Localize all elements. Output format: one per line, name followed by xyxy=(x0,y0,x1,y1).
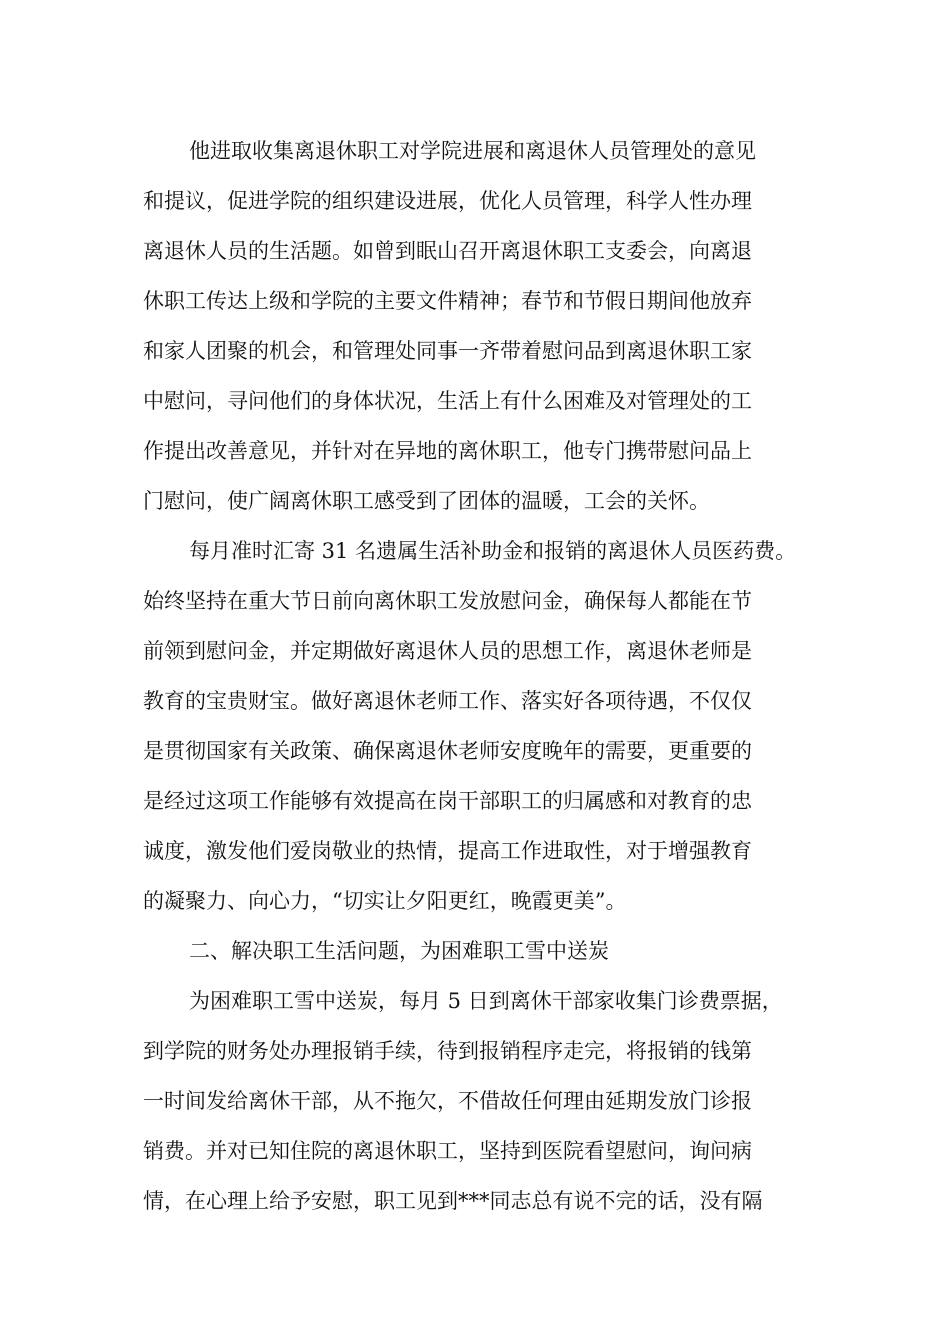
text-line: 和提议，促进学院的组织建设进展，优化人员管理，科学人性办理 xyxy=(143,189,752,213)
paragraph-1 xyxy=(143,132,813,532)
text-line: 前领到慰问金，并定期做好离退休人员的思想工作，离退休老师是 xyxy=(143,639,752,663)
text-line: 和家人团聚的机会，和管理处同事一齐带着慰问品到离退休职工家 xyxy=(143,339,752,363)
text-line: 到学院的财务处办理报销手续，待到报销程序走完，将报销的钱第 xyxy=(143,1039,752,1063)
heading-line: 二、解决职工生活问题，为困难职工雪中送炭 xyxy=(189,939,609,963)
text-line: 离退休人员的生活题。如曾到眠山召开离退休职工支委会，向离退 xyxy=(143,239,752,263)
text-line: 销费。并对已知住院的离退休职工，坚持到医院看望慰问，询问病 xyxy=(143,1139,752,1163)
text-line: 中慰问，寻问他们的身体状况，生活上有什么困难及对管理处的工 xyxy=(143,389,752,413)
text-line: 是贯彻国家有关政策、确保离退休老师安度晚年的需要，更重要的 xyxy=(143,739,752,763)
text-line: 门慰问，使广阔离休职工感受到了团体的温暖，工会的关怀。 xyxy=(143,489,710,513)
text-line: 一时间发给离休干部，从不拖欠，不借故任何理由延期发放门诊报 xyxy=(143,1089,752,1113)
text-line: 是经过这项工作能够有效提高在岗干部职工的归属感和对教育的忠 xyxy=(143,789,752,813)
text-line: 的凝聚力、向心力，“切实让夕阳更红，晚霞更美”。 xyxy=(143,889,627,913)
text-line: 诚度，激发他们爱岗敬业的热情，提高工作进取性，对于增强教育 xyxy=(143,839,752,863)
text-line: 他进取收集离退休职工对学院进展和离退休人员管理处的意见 xyxy=(189,139,756,163)
paragraph-3 xyxy=(143,982,813,1232)
text-line: 始终坚持在重大节日前向离休职工发放慰问金，确保每人都能在节 xyxy=(143,589,752,613)
text-line: 教育的宝贵财宝。做好离退休老师工作、落实好各项待遇，不仅仅 xyxy=(143,689,752,713)
text-line: 为困难职工雪中送炭，每月 5 日到离休干部家收集门诊费票据， xyxy=(189,989,783,1013)
text-line: 休职工传达上级和学院的主要文件精神；春节和节假日期间他放弃 xyxy=(143,289,752,313)
section-heading xyxy=(143,932,813,982)
paragraph-2 xyxy=(143,532,813,932)
text-line: 情，在心理上给予安慰，职工见到***同志总有说不完的话，没有隔 xyxy=(143,1189,763,1213)
text-line: 每月准时汇寄 31 名遗属生活补助金和报销的离退休人员医药费。 xyxy=(189,539,797,563)
text-line: 作提出改善意见，并针对在异地的离休职工，他专门携带慰问品上 xyxy=(143,439,752,463)
document-body xyxy=(143,132,813,1232)
